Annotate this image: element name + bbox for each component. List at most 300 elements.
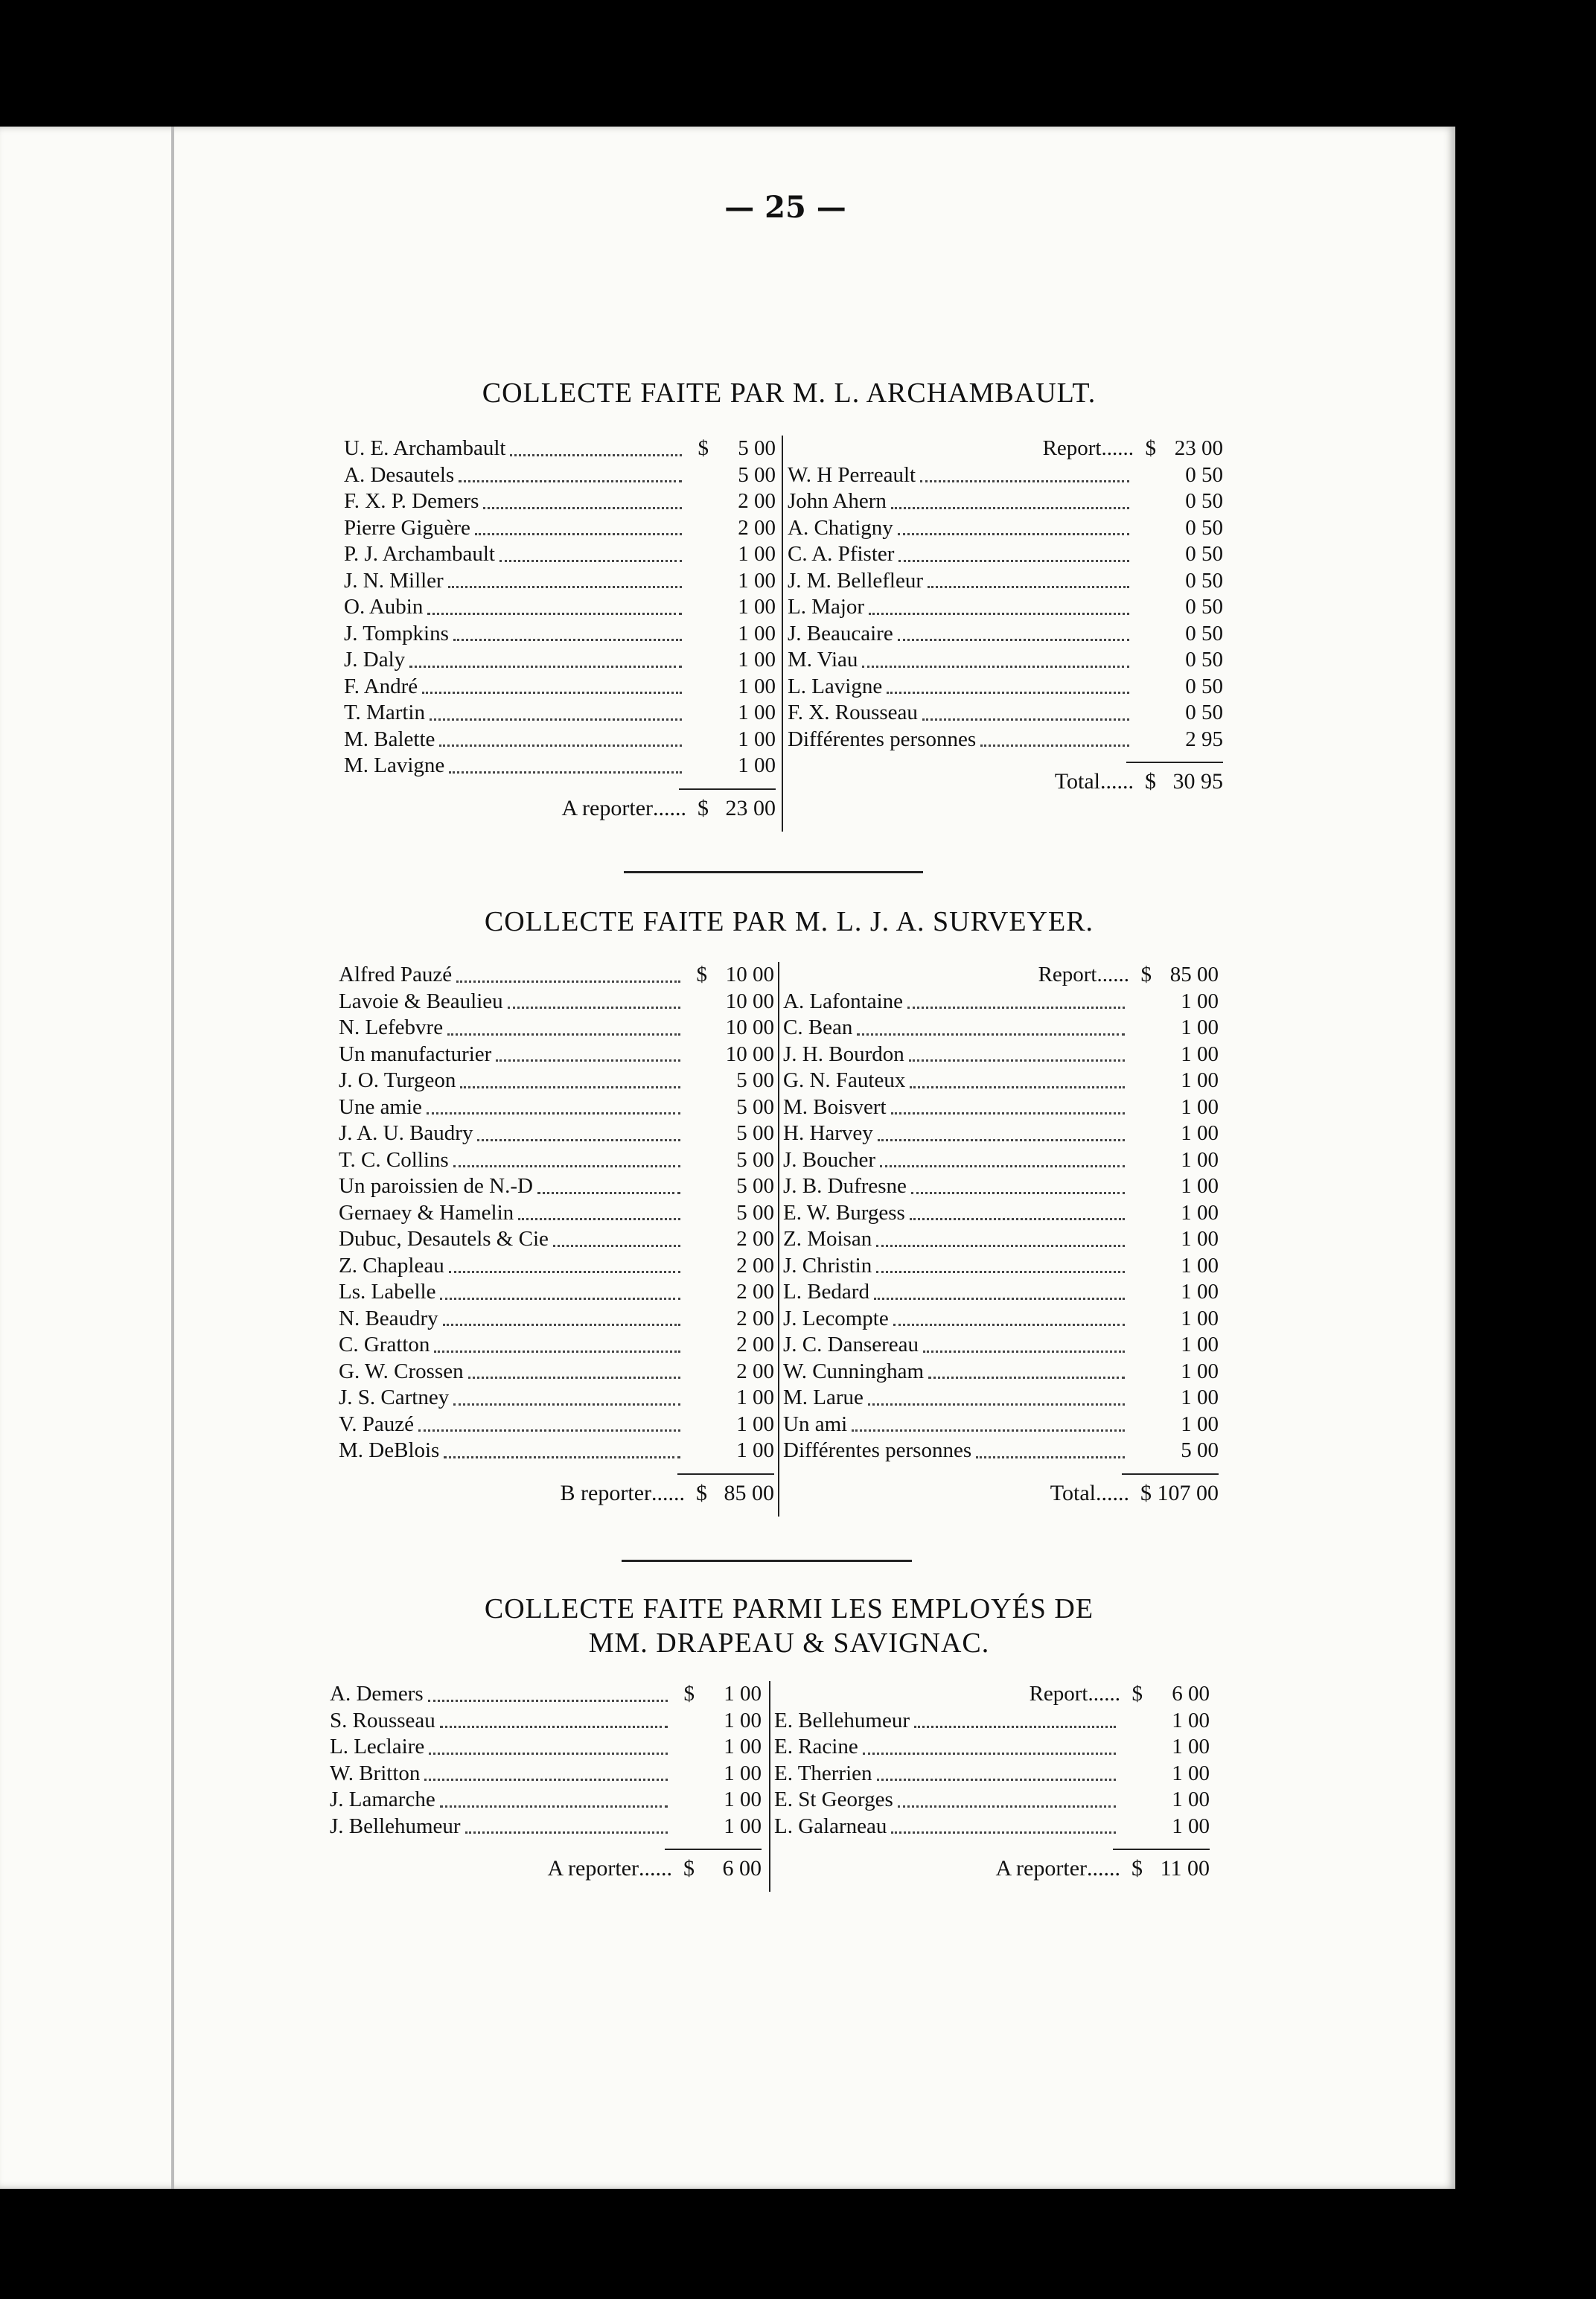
list-item	[344, 753, 776, 779]
leader-dots	[447, 1033, 680, 1036]
donor-name: Z. Chapleau	[339, 1253, 444, 1278]
leader-dots	[429, 1753, 668, 1755]
donor-name: J. N. Miller	[344, 568, 444, 593]
donation-amount: 1 00	[724, 1814, 762, 1838]
currency-sign: $	[1140, 963, 1152, 986]
leader-dots	[443, 1324, 680, 1326]
donor-name: F. X. P. Demers	[344, 489, 479, 513]
currency-sign: $	[698, 436, 709, 460]
donation-amount: 10 00	[725, 1042, 774, 1066]
list-item	[774, 1761, 1210, 1788]
leader-dots	[475, 533, 682, 535]
donor-name: Une amie	[339, 1094, 422, 1119]
report-label: Report	[1029, 1682, 1088, 1706]
donation-amount: 10 00	[725, 963, 774, 986]
footer-dots: ......	[653, 795, 686, 820]
donor-name: Un ami	[783, 1412, 848, 1436]
currency-sign: $	[683, 1682, 695, 1706]
leader-dots	[909, 1059, 1125, 1062]
report-amount: 23 00	[1174, 436, 1223, 460]
leader-dots	[898, 560, 1129, 562]
leader-dots	[876, 1271, 1125, 1273]
donation-amount: 5 00	[1181, 1438, 1219, 1462]
sum-rule	[679, 788, 776, 790]
leader-dots	[920, 480, 1129, 482]
donation-amount: 1 00	[1172, 1788, 1210, 1811]
donation-amount: 1 00	[1181, 1147, 1219, 1172]
report-dots: ......	[1097, 963, 1129, 986]
list-item	[344, 727, 776, 753]
section-title	[298, 1592, 1280, 1660]
donation-amount: 1 00	[1181, 1412, 1219, 1436]
donor-name: J. A. U. Baudry	[339, 1121, 473, 1145]
donation-amount: 1 00	[724, 1708, 762, 1732]
donation-amount: 2 00	[736, 1306, 774, 1330]
donor-name: Dubuc, Desautels & Cie	[339, 1227, 549, 1251]
section-title	[298, 905, 1280, 939]
donor-name: Un manufacturier	[339, 1042, 492, 1066]
donation-amount: 2 00	[738, 515, 776, 540]
donor-name: J. Beaucaire	[788, 621, 893, 645]
donation-amount: 2 00	[736, 1227, 774, 1251]
leader-dots	[459, 480, 682, 482]
left-column	[330, 1681, 762, 1840]
donor-name: J. C. Dansereau	[783, 1333, 919, 1356]
donation-amount: 0 50	[1185, 701, 1223, 724]
donation-amount: 1 00	[736, 1386, 774, 1409]
list-item	[339, 1094, 774, 1121]
leader-dots	[440, 1726, 668, 1728]
list-item	[344, 621, 776, 648]
donation-amount: 1 00	[724, 1735, 762, 1758]
list-item	[783, 1279, 1219, 1306]
donor-name: Z. Moisan	[783, 1227, 872, 1251]
right-footer	[1050, 1481, 1219, 1506]
donor-name: C. A. Pfister	[788, 542, 895, 566]
leader-dots	[439, 744, 682, 747]
donor-name: J. Daly	[344, 648, 406, 672]
section-separator	[622, 1560, 912, 1562]
donation-amount: 1 00	[736, 1412, 774, 1436]
donation-amount: 1 00	[738, 595, 776, 619]
leader-dots	[898, 533, 1129, 535]
sum-rule	[677, 1473, 774, 1475]
donor-name: J. Christin	[783, 1253, 872, 1278]
right-footer	[996, 1856, 1210, 1881]
donor-name: L. Major	[788, 595, 865, 619]
footer-label: A reporter	[995, 1856, 1087, 1881]
section-title-line: MM. DRAPEAU & SAVIGNAC.	[588, 1627, 990, 1659]
list-item	[339, 1438, 774, 1464]
donation-amount: 1 00	[738, 701, 776, 724]
donor-name: J. Lamarche	[330, 1788, 435, 1811]
donor-name: M. Boisvert	[783, 1094, 887, 1119]
donor-name: M. Balette	[344, 727, 435, 751]
donor-name: N. Beaudry	[339, 1306, 438, 1330]
footer-amount: 107 00	[1157, 1480, 1219, 1505]
currency-sign: $	[698, 795, 709, 820]
list-item	[344, 462, 776, 489]
leader-dots	[477, 1139, 680, 1141]
list-item	[339, 1042, 774, 1068]
leader-dots	[440, 1805, 668, 1808]
list-item	[339, 1253, 774, 1280]
donor-name: L. Bedard	[783, 1280, 869, 1304]
list-item	[339, 989, 774, 1015]
donor-name: J. Bellehumeur	[330, 1814, 461, 1838]
list-item	[783, 1253, 1219, 1280]
leader-dots	[891, 1831, 1116, 1834]
leader-dots	[862, 666, 1129, 668]
leader-dots	[453, 1165, 680, 1167]
donation-amount: 0 50	[1185, 648, 1223, 672]
report-row	[788, 436, 1223, 462]
leader-dots	[465, 1831, 668, 1834]
list-item	[783, 1120, 1219, 1147]
donor-name: A. Demers	[330, 1682, 424, 1706]
list-item	[783, 1385, 1219, 1412]
report-dots: ......	[1088, 1682, 1120, 1706]
leader-dots	[980, 744, 1129, 747]
donation-amount: 1 00	[1181, 1306, 1219, 1330]
list-item	[788, 727, 1223, 753]
list-item	[339, 1412, 774, 1438]
donation-amount: 0 50	[1185, 595, 1223, 619]
donation-amount: 1 00	[1181, 1333, 1219, 1356]
donation-amount: 1 00	[1181, 1121, 1219, 1145]
donor-name: L. Lavigne	[788, 674, 883, 698]
section-title-line: COLLECTE FAITE PAR M. L. ARCHAMBAULT.	[482, 377, 1097, 409]
left-column	[344, 436, 776, 779]
leader-dots	[891, 1112, 1125, 1115]
donor-name: E. Therrien	[774, 1761, 872, 1785]
donor-name: A. Desautels	[344, 462, 455, 487]
footer-label: B reporter	[560, 1480, 651, 1505]
report-label: Report	[1038, 963, 1097, 986]
donation-amount: 0 50	[1185, 568, 1223, 593]
donor-name: E. St Georges	[774, 1788, 893, 1811]
currency-sign: $	[1131, 1682, 1143, 1706]
footer-dots: ......	[639, 1856, 672, 1881]
donor-name: Lavoie & Beaulieu	[339, 989, 503, 1013]
donation-amount: 5 00	[736, 1174, 774, 1198]
list-item	[788, 462, 1223, 489]
donor-name: F. X. Rousseau	[788, 701, 918, 724]
donation-amount: 1 00	[1181, 989, 1219, 1013]
leader-dots	[910, 1218, 1125, 1220]
donation-amount: 1 00	[738, 648, 776, 672]
leader-dots	[874, 1298, 1125, 1300]
list-item	[344, 594, 776, 621]
footer-amount: 6 00	[722, 1856, 762, 1881]
donor-name: L. Leclaire	[330, 1735, 425, 1758]
footer-amount: 30 95	[1172, 769, 1223, 794]
list-item	[783, 1412, 1219, 1438]
donor-name: M. Lavigne	[344, 753, 445, 777]
list-item	[774, 1814, 1210, 1840]
leader-dots	[923, 1351, 1125, 1353]
list-item	[774, 1787, 1210, 1814]
currency-sign: $	[1131, 1856, 1143, 1881]
currency-sign: $	[1140, 1480, 1152, 1505]
list-item	[783, 1200, 1219, 1227]
donor-name: Pierre Giguère	[344, 515, 470, 540]
donor-name: M. DeBlois	[339, 1438, 440, 1462]
list-item	[788, 674, 1223, 701]
donation-amount: 5 00	[736, 1121, 774, 1145]
list-item	[339, 1120, 774, 1147]
sum-rule	[1126, 762, 1223, 763]
currency-sign: $	[1145, 436, 1156, 460]
list-item	[344, 647, 776, 674]
donation-amount: 1 00	[1172, 1761, 1210, 1785]
leader-dots	[910, 1086, 1125, 1088]
donor-name: Différentes personnes	[788, 727, 977, 751]
donation-amount: 1 00	[1172, 1735, 1210, 1758]
list-item	[774, 1708, 1210, 1735]
right-footer	[1055, 769, 1223, 794]
donation-amount: 0 50	[1185, 621, 1223, 645]
footer-amount: 11 00	[1160, 1856, 1210, 1881]
section-title	[298, 376, 1280, 410]
left-footer	[561, 1481, 774, 1506]
leader-dots	[430, 718, 682, 721]
list-item	[788, 541, 1223, 568]
list-item	[339, 1279, 774, 1306]
donation-amount: 1 00	[1181, 1200, 1219, 1225]
list-item	[344, 700, 776, 727]
donor-name: Un paroissien de N.-D	[339, 1174, 533, 1198]
leader-dots	[518, 1218, 680, 1220]
donor-name: O. Aubin	[344, 595, 424, 619]
donor-name: M. Larue	[783, 1386, 864, 1409]
donation-amount: 5 00	[736, 1068, 774, 1092]
footer-label: A reporter	[547, 1856, 639, 1881]
leader-dots	[880, 1165, 1125, 1167]
donation-amount: 0 50	[1185, 462, 1223, 487]
leader-dots	[863, 1753, 1116, 1755]
donation-amount: 1 00	[1181, 1253, 1219, 1278]
donation-amount: 1 00	[1181, 1280, 1219, 1304]
donor-name: T. C. Collins	[339, 1147, 449, 1172]
leader-dots	[444, 1456, 680, 1458]
donation-amount: 1 00	[1181, 1068, 1219, 1092]
footer-dots: ......	[1100, 769, 1134, 794]
column-divider	[782, 436, 783, 832]
list-item	[788, 515, 1223, 542]
column-divider	[769, 1681, 770, 1892]
leader-dots	[418, 1429, 680, 1432]
list-item	[788, 647, 1223, 674]
list-item	[330, 1734, 762, 1761]
sum-rule	[665, 1849, 762, 1850]
leader-dots	[868, 1403, 1125, 1406]
donor-name: G. W. Crossen	[339, 1359, 464, 1383]
donation-amount: 1 00	[738, 621, 776, 645]
donation-amount: 1 00	[1181, 1227, 1219, 1251]
donor-name: G. N. Fauteux	[783, 1068, 906, 1092]
footer-label: Total	[1054, 769, 1100, 794]
leader-dots	[434, 1351, 680, 1353]
leader-dots	[448, 586, 682, 588]
leader-dots	[898, 639, 1129, 641]
leader-dots	[496, 1059, 680, 1062]
donor-name: J. O. Turgeon	[339, 1068, 456, 1092]
donation-amount: 1 00	[1172, 1708, 1210, 1732]
donation-amount: 0 50	[1185, 542, 1223, 566]
donor-name: V. Pauzé	[339, 1412, 414, 1436]
leader-dots	[440, 1298, 680, 1300]
list-item	[339, 1226, 774, 1253]
leader-dots	[460, 1086, 680, 1088]
list-item	[783, 989, 1219, 1015]
donation-amount: 1 00	[738, 674, 776, 698]
list-item	[344, 674, 776, 701]
list-item	[788, 488, 1223, 515]
left-column	[339, 962, 774, 1464]
donation-amount: 5 00	[736, 1200, 774, 1225]
list-item	[783, 1306, 1219, 1333]
report-row	[774, 1681, 1210, 1708]
leader-dots	[424, 1779, 668, 1781]
donation-amount: 1 00	[738, 568, 776, 593]
donor-name: J. M. Bellefleur	[788, 568, 924, 593]
donor-name: M. Viau	[788, 648, 858, 672]
donor-name: P. J. Archambault	[344, 542, 495, 566]
section-title-line: COLLECTE FAITE PARMI LES EMPLOYÉS DE	[484, 1593, 1094, 1624]
donation-amount: 2 95	[1185, 727, 1223, 751]
leader-dots	[510, 454, 682, 456]
column-divider	[778, 962, 779, 1517]
list-item	[783, 1147, 1219, 1174]
list-item	[339, 1359, 774, 1386]
leader-dots	[914, 1726, 1116, 1728]
list-item	[339, 1306, 774, 1333]
report-label: Report	[1042, 436, 1102, 460]
donor-name: W. Cunningham	[783, 1359, 925, 1383]
donation-amount: 1 00	[724, 1788, 762, 1811]
sum-rule	[1122, 1473, 1219, 1475]
sum-rule	[1113, 1849, 1210, 1850]
donor-name: John Ahern	[788, 489, 887, 513]
donor-name: N. Lefebvre	[339, 1015, 444, 1039]
leader-dots	[427, 613, 682, 615]
list-item	[330, 1761, 762, 1788]
donor-name: T. Martin	[344, 701, 425, 724]
donor-name: J. Boucher	[783, 1147, 876, 1172]
leader-dots	[852, 1429, 1125, 1432]
donor-name: J. Tompkins	[344, 621, 449, 645]
leader-dots	[422, 692, 682, 694]
leader-dots	[928, 1377, 1125, 1379]
donation-amount: 1 00	[724, 1761, 762, 1785]
list-item	[339, 1147, 774, 1174]
donation-amount: 2 00	[736, 1359, 774, 1383]
leader-dots	[553, 1245, 680, 1247]
list-item	[788, 700, 1223, 727]
list-item	[783, 1068, 1219, 1094]
donation-amount: 5 00	[736, 1094, 774, 1119]
list-item	[339, 1173, 774, 1200]
list-item	[339, 1332, 774, 1359]
list-item	[344, 568, 776, 595]
list-item	[339, 1385, 774, 1412]
list-item	[774, 1734, 1210, 1761]
donor-name: A. Chatigny	[788, 515, 893, 540]
donation-amount: 1 00	[1181, 1042, 1219, 1066]
list-item	[783, 1226, 1219, 1253]
list-item	[783, 1438, 1219, 1464]
list-item	[783, 1173, 1219, 1200]
list-item	[339, 1015, 774, 1042]
footer-label: Total	[1050, 1480, 1096, 1505]
report-amount: 6 00	[1172, 1682, 1210, 1706]
list-item	[783, 1015, 1219, 1042]
list-item	[344, 515, 776, 542]
donor-name: J. B. Dufresne	[783, 1174, 907, 1198]
list-item	[339, 962, 774, 989]
leader-dots	[508, 1007, 680, 1009]
donor-name: C. Gratton	[339, 1333, 430, 1356]
report-amount: 85 00	[1169, 963, 1219, 986]
currency-sign: $	[696, 963, 707, 986]
donation-amount: 5 00	[738, 462, 776, 487]
footer-dots: ......	[1096, 1480, 1129, 1505]
page-number: — 25 —	[724, 190, 846, 225]
donation-amount: 0 50	[1185, 674, 1223, 698]
donor-name: E. W. Burgess	[783, 1200, 905, 1225]
leader-dots	[876, 1245, 1125, 1247]
donor-name: Gernaey & Hamelin	[339, 1200, 514, 1225]
donor-name: Ls. Labelle	[339, 1280, 436, 1304]
footer-label: A reporter	[561, 795, 653, 820]
leader-dots	[857, 1033, 1125, 1036]
footer-dots: ......	[1087, 1856, 1120, 1881]
leader-dots	[922, 718, 1129, 721]
donation-amount: 0 50	[1185, 515, 1223, 540]
donor-name: E. Bellehumeur	[774, 1708, 910, 1732]
leader-dots	[537, 1192, 680, 1194]
donor-name: W. H Perreault	[788, 462, 916, 487]
list-item	[788, 594, 1223, 621]
donation-amount: 10 00	[725, 1015, 774, 1039]
donation-amount: 2 00	[736, 1253, 774, 1278]
donor-name: Alfred Pauzé	[339, 963, 453, 986]
leader-dots	[468, 1377, 680, 1379]
list-item	[788, 568, 1223, 595]
leader-dots	[928, 586, 1129, 588]
list-item	[783, 1094, 1219, 1121]
leader-dots	[428, 1700, 668, 1702]
donation-amount: 1 00	[1172, 1814, 1210, 1838]
donation-amount: 1 00	[738, 542, 776, 566]
leader-dots	[893, 1324, 1125, 1326]
donor-name: U. E. Archambault	[344, 436, 506, 460]
list-item	[339, 1068, 774, 1094]
list-item	[783, 1359, 1219, 1386]
leader-dots	[453, 1403, 680, 1406]
list-item	[344, 541, 776, 568]
donor-name: L. Galarneau	[774, 1814, 887, 1838]
donor-name: E. Racine	[774, 1735, 858, 1758]
list-item	[788, 621, 1223, 648]
donation-amount: 0 50	[1185, 489, 1223, 513]
footer-dots: ......	[651, 1480, 685, 1505]
donation-amount: 2 00	[736, 1333, 774, 1356]
footer-amount: 85 00	[724, 1480, 774, 1505]
donor-name: J. S. Cartney	[339, 1386, 450, 1409]
donation-amount: 10 00	[725, 989, 774, 1013]
